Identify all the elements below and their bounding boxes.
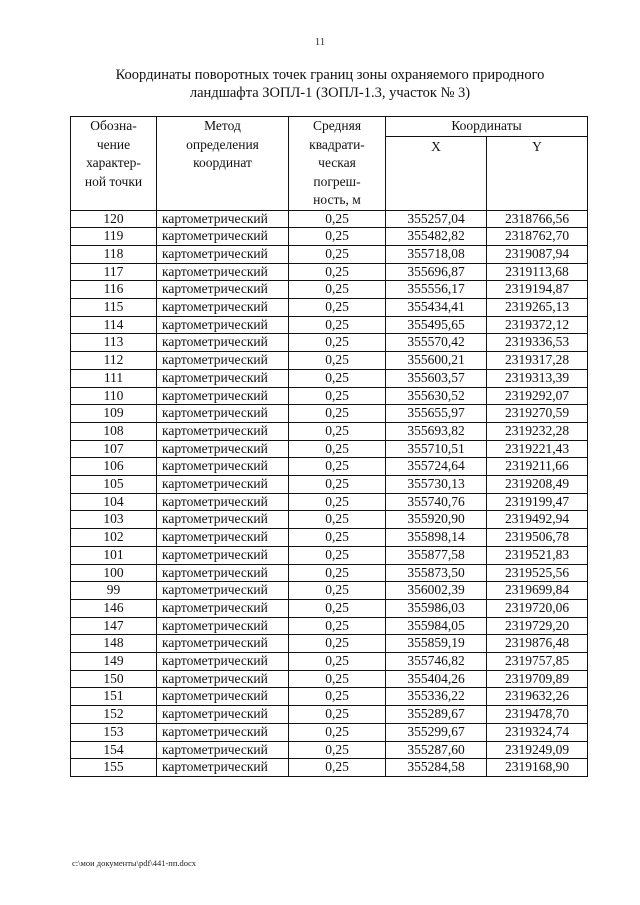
table-row [71, 228, 588, 246]
cell-point: 115 [71, 299, 157, 317]
cell-point: 102 [71, 529, 157, 547]
header-mean-square-error: Средняя квадрати- ческая погреш- ность, м [289, 117, 386, 211]
cell-method: картометрический [157, 387, 289, 405]
cell-y: 2319292,07 [487, 387, 588, 405]
cell-method: картометрический [157, 299, 289, 317]
cell-x: 355859,19 [386, 635, 487, 653]
cell-method: картометрический [157, 334, 289, 352]
cell-method: картометрический [157, 582, 289, 600]
table-row [71, 458, 588, 476]
cell-y: 2319729,20 [487, 617, 588, 635]
cell-point: 106 [71, 458, 157, 476]
table-row [71, 245, 588, 263]
cell-x: 355730,13 [386, 476, 487, 494]
cell-error: 0,25 [289, 458, 386, 476]
cell-y: 2319265,13 [487, 299, 588, 317]
cell-x: 355746,82 [386, 653, 487, 671]
cell-method: картометрический [157, 493, 289, 511]
table-row [71, 706, 588, 724]
cell-y: 2319113,68 [487, 263, 588, 281]
cell-x: 356002,39 [386, 582, 487, 600]
cell-error: 0,25 [289, 422, 386, 440]
cell-y: 2319699,84 [487, 582, 588, 600]
table-row [71, 564, 588, 582]
table-row [71, 617, 588, 635]
cell-point: 111 [71, 369, 157, 387]
cell-method: картометрический [157, 440, 289, 458]
table-row [71, 759, 588, 777]
cell-x: 355724,64 [386, 458, 487, 476]
cell-x: 355299,67 [386, 723, 487, 741]
cell-method: картометрический [157, 635, 289, 653]
cell-x: 355693,82 [386, 422, 487, 440]
cell-y: 2319492,94 [487, 511, 588, 529]
cell-error: 0,25 [289, 405, 386, 423]
cell-error: 0,25 [289, 352, 386, 370]
cell-method: картометрический [157, 511, 289, 529]
table-body [71, 210, 588, 777]
cell-point: 118 [71, 245, 157, 263]
cell-x: 355570,42 [386, 334, 487, 352]
header-y: Y [487, 137, 588, 210]
cell-error: 0,25 [289, 511, 386, 529]
cell-error: 0,25 [289, 245, 386, 263]
cell-y: 2319249,09 [487, 741, 588, 759]
cell-x: 355920,90 [386, 511, 487, 529]
cell-x: 355718,08 [386, 245, 487, 263]
table-row [71, 281, 588, 299]
cell-method: картометрический [157, 564, 289, 582]
cell-error: 0,25 [289, 387, 386, 405]
cell-point: 103 [71, 511, 157, 529]
cell-y: 2319168,90 [487, 759, 588, 777]
cell-method: картометрический [157, 352, 289, 370]
cell-method: картометрический [157, 688, 289, 706]
cell-x: 355630,52 [386, 387, 487, 405]
cell-y: 2319270,59 [487, 405, 588, 423]
cell-point: 110 [71, 387, 157, 405]
cell-y: 2318766,56 [487, 210, 588, 228]
cell-method: картометрический [157, 476, 289, 494]
cell-x: 355696,87 [386, 263, 487, 281]
cell-y: 2319199,47 [487, 493, 588, 511]
table-row [71, 723, 588, 741]
cell-error: 0,25 [289, 546, 386, 564]
cell-point: 151 [71, 688, 157, 706]
cell-x: 355434,41 [386, 299, 487, 317]
cell-error: 0,25 [289, 228, 386, 246]
cell-method: картометрический [157, 759, 289, 777]
cell-point: 108 [71, 422, 157, 440]
cell-error: 0,25 [289, 723, 386, 741]
cell-point: 153 [71, 723, 157, 741]
cell-error: 0,25 [289, 741, 386, 759]
cell-error: 0,25 [289, 334, 386, 352]
cell-y: 2319478,70 [487, 706, 588, 724]
table-row [71, 387, 588, 405]
table-row [71, 405, 588, 423]
cell-error: 0,25 [289, 599, 386, 617]
header-designation: Обозна- чение характер- ной точки [71, 117, 157, 211]
cell-y: 2319525,56 [487, 564, 588, 582]
cell-point: 99 [71, 582, 157, 600]
cell-y: 2319324,74 [487, 723, 588, 741]
cell-point: 100 [71, 564, 157, 582]
cell-point: 119 [71, 228, 157, 246]
cell-method: картометрический [157, 228, 289, 246]
cell-method: картометрический [157, 263, 289, 281]
cell-error: 0,25 [289, 564, 386, 582]
header-x: X [386, 137, 487, 210]
cell-point: 148 [71, 635, 157, 653]
cell-error: 0,25 [289, 529, 386, 547]
cell-error: 0,25 [289, 281, 386, 299]
cell-method: картометрический [157, 210, 289, 228]
cell-method: картометрический [157, 422, 289, 440]
cell-point: 154 [71, 741, 157, 759]
header-method: Метод определения координат [157, 117, 289, 211]
table-row [71, 688, 588, 706]
cell-x: 355984,05 [386, 617, 487, 635]
cell-x: 355986,03 [386, 599, 487, 617]
cell-x: 355740,76 [386, 493, 487, 511]
cell-x: 355482,82 [386, 228, 487, 246]
table-row [71, 599, 588, 617]
table-row [71, 334, 588, 352]
table-row [71, 670, 588, 688]
table-row [71, 529, 588, 547]
cell-x: 355898,14 [386, 529, 487, 547]
cell-y: 2319720,06 [487, 599, 588, 617]
table-row [71, 476, 588, 494]
table-row [71, 422, 588, 440]
cell-error: 0,25 [289, 706, 386, 724]
table-row [71, 635, 588, 653]
cell-error: 0,25 [289, 688, 386, 706]
table-row [71, 582, 588, 600]
title-line-2: ландшафта ЗОПЛ-1 (ЗОПЛ-1.3, участок № 3) [189, 85, 471, 101]
cell-error: 0,25 [289, 476, 386, 494]
cell-error: 0,25 [289, 617, 386, 635]
table-row [71, 440, 588, 458]
cell-error: 0,25 [289, 440, 386, 458]
cell-point: 149 [71, 653, 157, 671]
cell-error: 0,25 [289, 369, 386, 387]
cell-method: картометрический [157, 723, 289, 741]
cell-method: картометрический [157, 369, 289, 387]
cell-method: картометрический [157, 245, 289, 263]
table-row [71, 352, 588, 370]
cell-x: 355877,58 [386, 546, 487, 564]
table-row [71, 511, 588, 529]
cell-y: 2319632,26 [487, 688, 588, 706]
footer-file-path: c:\мои документы\pdf\441-пп.docx [72, 858, 197, 868]
cell-point: 120 [71, 210, 157, 228]
cell-method: картометрический [157, 458, 289, 476]
cell-x: 355257,04 [386, 210, 487, 228]
cell-x: 355495,65 [386, 316, 487, 334]
cell-point: 107 [71, 440, 157, 458]
cell-point: 146 [71, 599, 157, 617]
cell-point: 113 [71, 334, 157, 352]
cell-y: 2319087,94 [487, 245, 588, 263]
cell-method: картометрический [157, 529, 289, 547]
table-row [71, 316, 588, 334]
cell-x: 355873,50 [386, 564, 487, 582]
cell-y: 2319211,66 [487, 458, 588, 476]
cell-y: 2319876,48 [487, 635, 588, 653]
cell-error: 0,25 [289, 263, 386, 281]
cell-x: 355710,51 [386, 440, 487, 458]
cell-x: 355287,60 [386, 741, 487, 759]
cell-method: картометрический [157, 653, 289, 671]
table-row [71, 369, 588, 387]
header-coordinates: Координаты [386, 117, 588, 137]
cell-x: 355284,58 [386, 759, 487, 777]
cell-x: 355289,67 [386, 706, 487, 724]
table-row [71, 299, 588, 317]
table-row [71, 741, 588, 759]
cell-point: 104 [71, 493, 157, 511]
cell-method: картометрический [157, 281, 289, 299]
cell-y: 2319506,78 [487, 529, 588, 547]
cell-error: 0,25 [289, 670, 386, 688]
cell-y: 2319709,89 [487, 670, 588, 688]
cell-method: картометрический [157, 706, 289, 724]
cell-error: 0,25 [289, 653, 386, 671]
cell-y: 2319757,85 [487, 653, 588, 671]
title-line-1: Координаты поворотных точек границ зоны охраняемого природного [115, 67, 545, 83]
cell-point: 109 [71, 405, 157, 423]
cell-point: 150 [71, 670, 157, 688]
cell-y: 2319336,53 [487, 334, 588, 352]
cell-point: 112 [71, 352, 157, 370]
page-number: 11 [314, 36, 326, 48]
cell-error: 0,25 [289, 493, 386, 511]
cell-point: 147 [71, 617, 157, 635]
cell-point: 101 [71, 546, 157, 564]
cell-error: 0,25 [289, 316, 386, 334]
cell-x: 355655,97 [386, 405, 487, 423]
cell-x: 355603,57 [386, 369, 487, 387]
cell-method: картометрический [157, 599, 289, 617]
cell-y: 2318762,70 [487, 228, 588, 246]
cell-y: 2319194,87 [487, 281, 588, 299]
table-row [71, 653, 588, 671]
cell-point: 117 [71, 263, 157, 281]
table-row [71, 263, 588, 281]
cell-x: 355404,26 [386, 670, 487, 688]
cell-method: картометрический [157, 546, 289, 564]
cell-y: 2319221,43 [487, 440, 588, 458]
cell-error: 0,25 [289, 759, 386, 777]
cell-y: 2319313,39 [487, 369, 588, 387]
document-title [80, 66, 580, 102]
cell-point: 155 [71, 759, 157, 777]
cell-point: 152 [71, 706, 157, 724]
cell-error: 0,25 [289, 582, 386, 600]
cell-error: 0,25 [289, 635, 386, 653]
cell-y: 2319232,28 [487, 422, 588, 440]
cell-y: 2319372,12 [487, 316, 588, 334]
cell-point: 114 [71, 316, 157, 334]
cell-method: картометрический [157, 405, 289, 423]
cell-y: 2319521,83 [487, 546, 588, 564]
cell-point: 116 [71, 281, 157, 299]
table-row [71, 210, 588, 228]
cell-x: 355556,17 [386, 281, 487, 299]
cell-y: 2319208,49 [487, 476, 588, 494]
cell-method: картометрический [157, 316, 289, 334]
cell-point: 105 [71, 476, 157, 494]
cell-error: 0,25 [289, 299, 386, 317]
cell-y: 2319317,28 [487, 352, 588, 370]
cell-method: картометрический [157, 617, 289, 635]
cell-x: 355336,22 [386, 688, 487, 706]
cell-method: картометрический [157, 670, 289, 688]
table-row [71, 546, 588, 564]
cell-x: 355600,21 [386, 352, 487, 370]
table-row [71, 493, 588, 511]
cell-error: 0,25 [289, 210, 386, 228]
cell-method: картометрический [157, 741, 289, 759]
coordinates-table [70, 116, 588, 777]
